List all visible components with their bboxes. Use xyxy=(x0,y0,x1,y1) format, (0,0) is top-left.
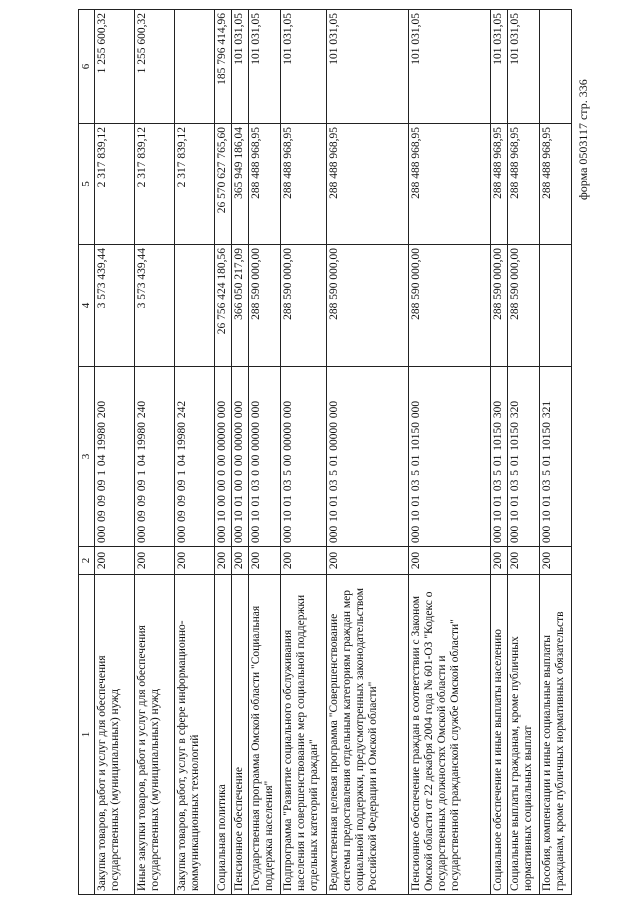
row-name: Государственная программа Омской области "Социальная поддержка населения" xyxy=(249,575,281,895)
row-line: 200 xyxy=(409,547,491,575)
row-name: Закупка товаров, работ, услуг в сфере информационно-коммуникационных технологий xyxy=(175,575,215,895)
row-code: 000 10 01 03 5 01 10150 321 xyxy=(540,367,572,547)
row-line: 200 xyxy=(215,547,232,575)
table-row xyxy=(508,10,540,895)
row-line: 200 xyxy=(281,547,327,575)
row-col-6: 1 255 600,32 xyxy=(135,10,175,124)
row-code: 000 10 01 03 5 00 00000 000 xyxy=(281,367,327,547)
row-line: 200 xyxy=(249,547,281,575)
header-col-3: 3 xyxy=(79,367,95,547)
row-name: Закупка товаров, работ и услуг для обеспечения государственных (муниципальных) нужд xyxy=(95,575,135,895)
row-name: Социальные выплаты гражданам, кроме публичных нормативных социальных выплат xyxy=(508,575,540,895)
row-line: 200 xyxy=(491,547,508,575)
table-row xyxy=(409,10,491,895)
row-name: Ведомственная целевая программа "Совершенствование системы предоставления отдельным категориям граждан мер социальной поддержки, предусмотренных законодательством Российской Федерации и Омской области" xyxy=(327,575,409,895)
row-col-5: 288 488 968,95 xyxy=(281,124,327,245)
table-row xyxy=(491,10,508,895)
row-col-6: 101 031,05 xyxy=(249,10,281,124)
row-col-4: 288 590 000,00 xyxy=(409,245,491,367)
row-col-4: 288 590 000,00 xyxy=(491,245,508,367)
row-code: 000 10 01 03 5 01 10150 000 xyxy=(409,367,491,547)
report-table-wrapper xyxy=(78,10,578,895)
table-row xyxy=(232,10,249,895)
row-code: 000 10 01 03 5 01 00000 000 xyxy=(327,367,409,547)
row-code: 000 09 09 09 1 04 19980 240 xyxy=(135,367,175,547)
row-col-6: 101 031,05 xyxy=(327,10,409,124)
row-code: 000 10 00 00 0 00 00000 000 xyxy=(215,367,232,547)
row-name: Подпрограмма "Развитие социального обслуживания населения и совершенствование мер социальной поддержки отдельных категорий граждан" xyxy=(281,575,327,895)
row-col-5: 288 488 968,95 xyxy=(540,124,572,245)
row-line: 200 xyxy=(232,547,249,575)
row-col-6: 101 031,05 xyxy=(409,10,491,124)
header-col-4: 4 xyxy=(79,245,95,367)
row-col-4: 288 590 000,00 xyxy=(249,245,281,367)
row-col-5: 288 488 968,95 xyxy=(508,124,540,245)
row-col-5: 288 488 968,95 xyxy=(249,124,281,245)
row-col-6: 101 031,05 xyxy=(281,10,327,124)
table-row xyxy=(175,10,215,895)
row-col-6: 101 031,05 xyxy=(491,10,508,124)
row-name: Пособия, компенсации и иные социальные выплаты гражданам, кроме публичных нормативных обязательств xyxy=(540,575,572,895)
row-name: Социальное обеспечение и иные выплаты населению xyxy=(491,575,508,895)
row-line: 200 xyxy=(135,547,175,575)
row-col-4 xyxy=(540,245,572,367)
row-col-5: 2 317 839,12 xyxy=(95,124,135,245)
table-row xyxy=(327,10,409,895)
header-row xyxy=(79,10,95,895)
row-col-4: 366 050 217,09 xyxy=(232,245,249,367)
header-col-2: 2 xyxy=(79,547,95,575)
row-line: 200 xyxy=(508,547,540,575)
row-name: Иные закупки товаров, работ и услуг для обеспечения государственных (муниципальных) нужд xyxy=(135,575,175,895)
row-col-4: 26 756 424 180,56 xyxy=(215,245,232,367)
row-code: 000 09 09 09 1 04 19980 200 xyxy=(95,367,135,547)
row-col-4: 3 573 439,44 xyxy=(135,245,175,367)
row-line: 200 xyxy=(540,547,572,575)
row-name: Пенсионное обеспечение граждан в соответствии с Законом Омской области от 22 декабря 2004 года № 601-ОЗ "Кодекс о государственных должностях Омской области и государственной гражданской службе Омской области" xyxy=(409,575,491,895)
row-line: 200 xyxy=(95,547,135,575)
header-col-5: 5 xyxy=(79,124,95,245)
row-col-5: 26 570 627 765,60 xyxy=(215,124,232,245)
table-row xyxy=(135,10,175,895)
row-col-6: 1 255 600,32 xyxy=(95,10,135,124)
row-col-6: 101 031,05 xyxy=(232,10,249,124)
table-row xyxy=(249,10,281,895)
row-col-4: 3 573 439,44 xyxy=(95,245,135,367)
row-col-5: 2 317 839,12 xyxy=(175,124,215,245)
row-line: 200 xyxy=(327,547,409,575)
row-col-6 xyxy=(175,10,215,124)
row-col-6: 101 031,05 xyxy=(508,10,540,124)
row-name: Социальная политика xyxy=(215,575,232,895)
header-col-6: 6 xyxy=(79,10,95,124)
form-label-text: форма 0503117 стр. 336 xyxy=(576,79,590,200)
row-col-5: 288 488 968,95 xyxy=(327,124,409,245)
row-name: Пенсионное обеспечение xyxy=(232,575,249,895)
row-code: 000 09 09 09 1 04 19980 242 xyxy=(175,367,215,547)
row-col-4: 288 590 000,00 xyxy=(327,245,409,367)
table-row xyxy=(95,10,135,895)
row-col-5: 288 488 968,95 xyxy=(491,124,508,245)
row-col-4: 288 590 000,00 xyxy=(508,245,540,367)
row-col-6: 185 796 414,96 xyxy=(215,10,232,124)
row-col-5: 2 317 839,12 xyxy=(135,124,175,245)
row-col-4 xyxy=(175,245,215,367)
row-code: 000 10 01 03 0 00 00000 000 xyxy=(249,367,281,547)
row-col-6 xyxy=(540,10,572,124)
row-col-4: 288 590 000,00 xyxy=(281,245,327,367)
header-col-1: 1 xyxy=(79,575,95,895)
row-col-5: 365 949 186,04 xyxy=(232,124,249,245)
table-row xyxy=(215,10,232,895)
table-row xyxy=(281,10,327,895)
report-table xyxy=(78,9,572,895)
row-col-5: 288 488 968,95 xyxy=(409,124,491,245)
row-code: 000 10 01 03 5 01 10150 300 xyxy=(491,367,508,547)
row-line: 200 xyxy=(175,547,215,575)
row-code: 000 10 01 03 5 01 10150 320 xyxy=(508,367,540,547)
table-row xyxy=(540,10,572,895)
row-code: 000 10 01 00 0 00 00000 000 xyxy=(232,367,249,547)
